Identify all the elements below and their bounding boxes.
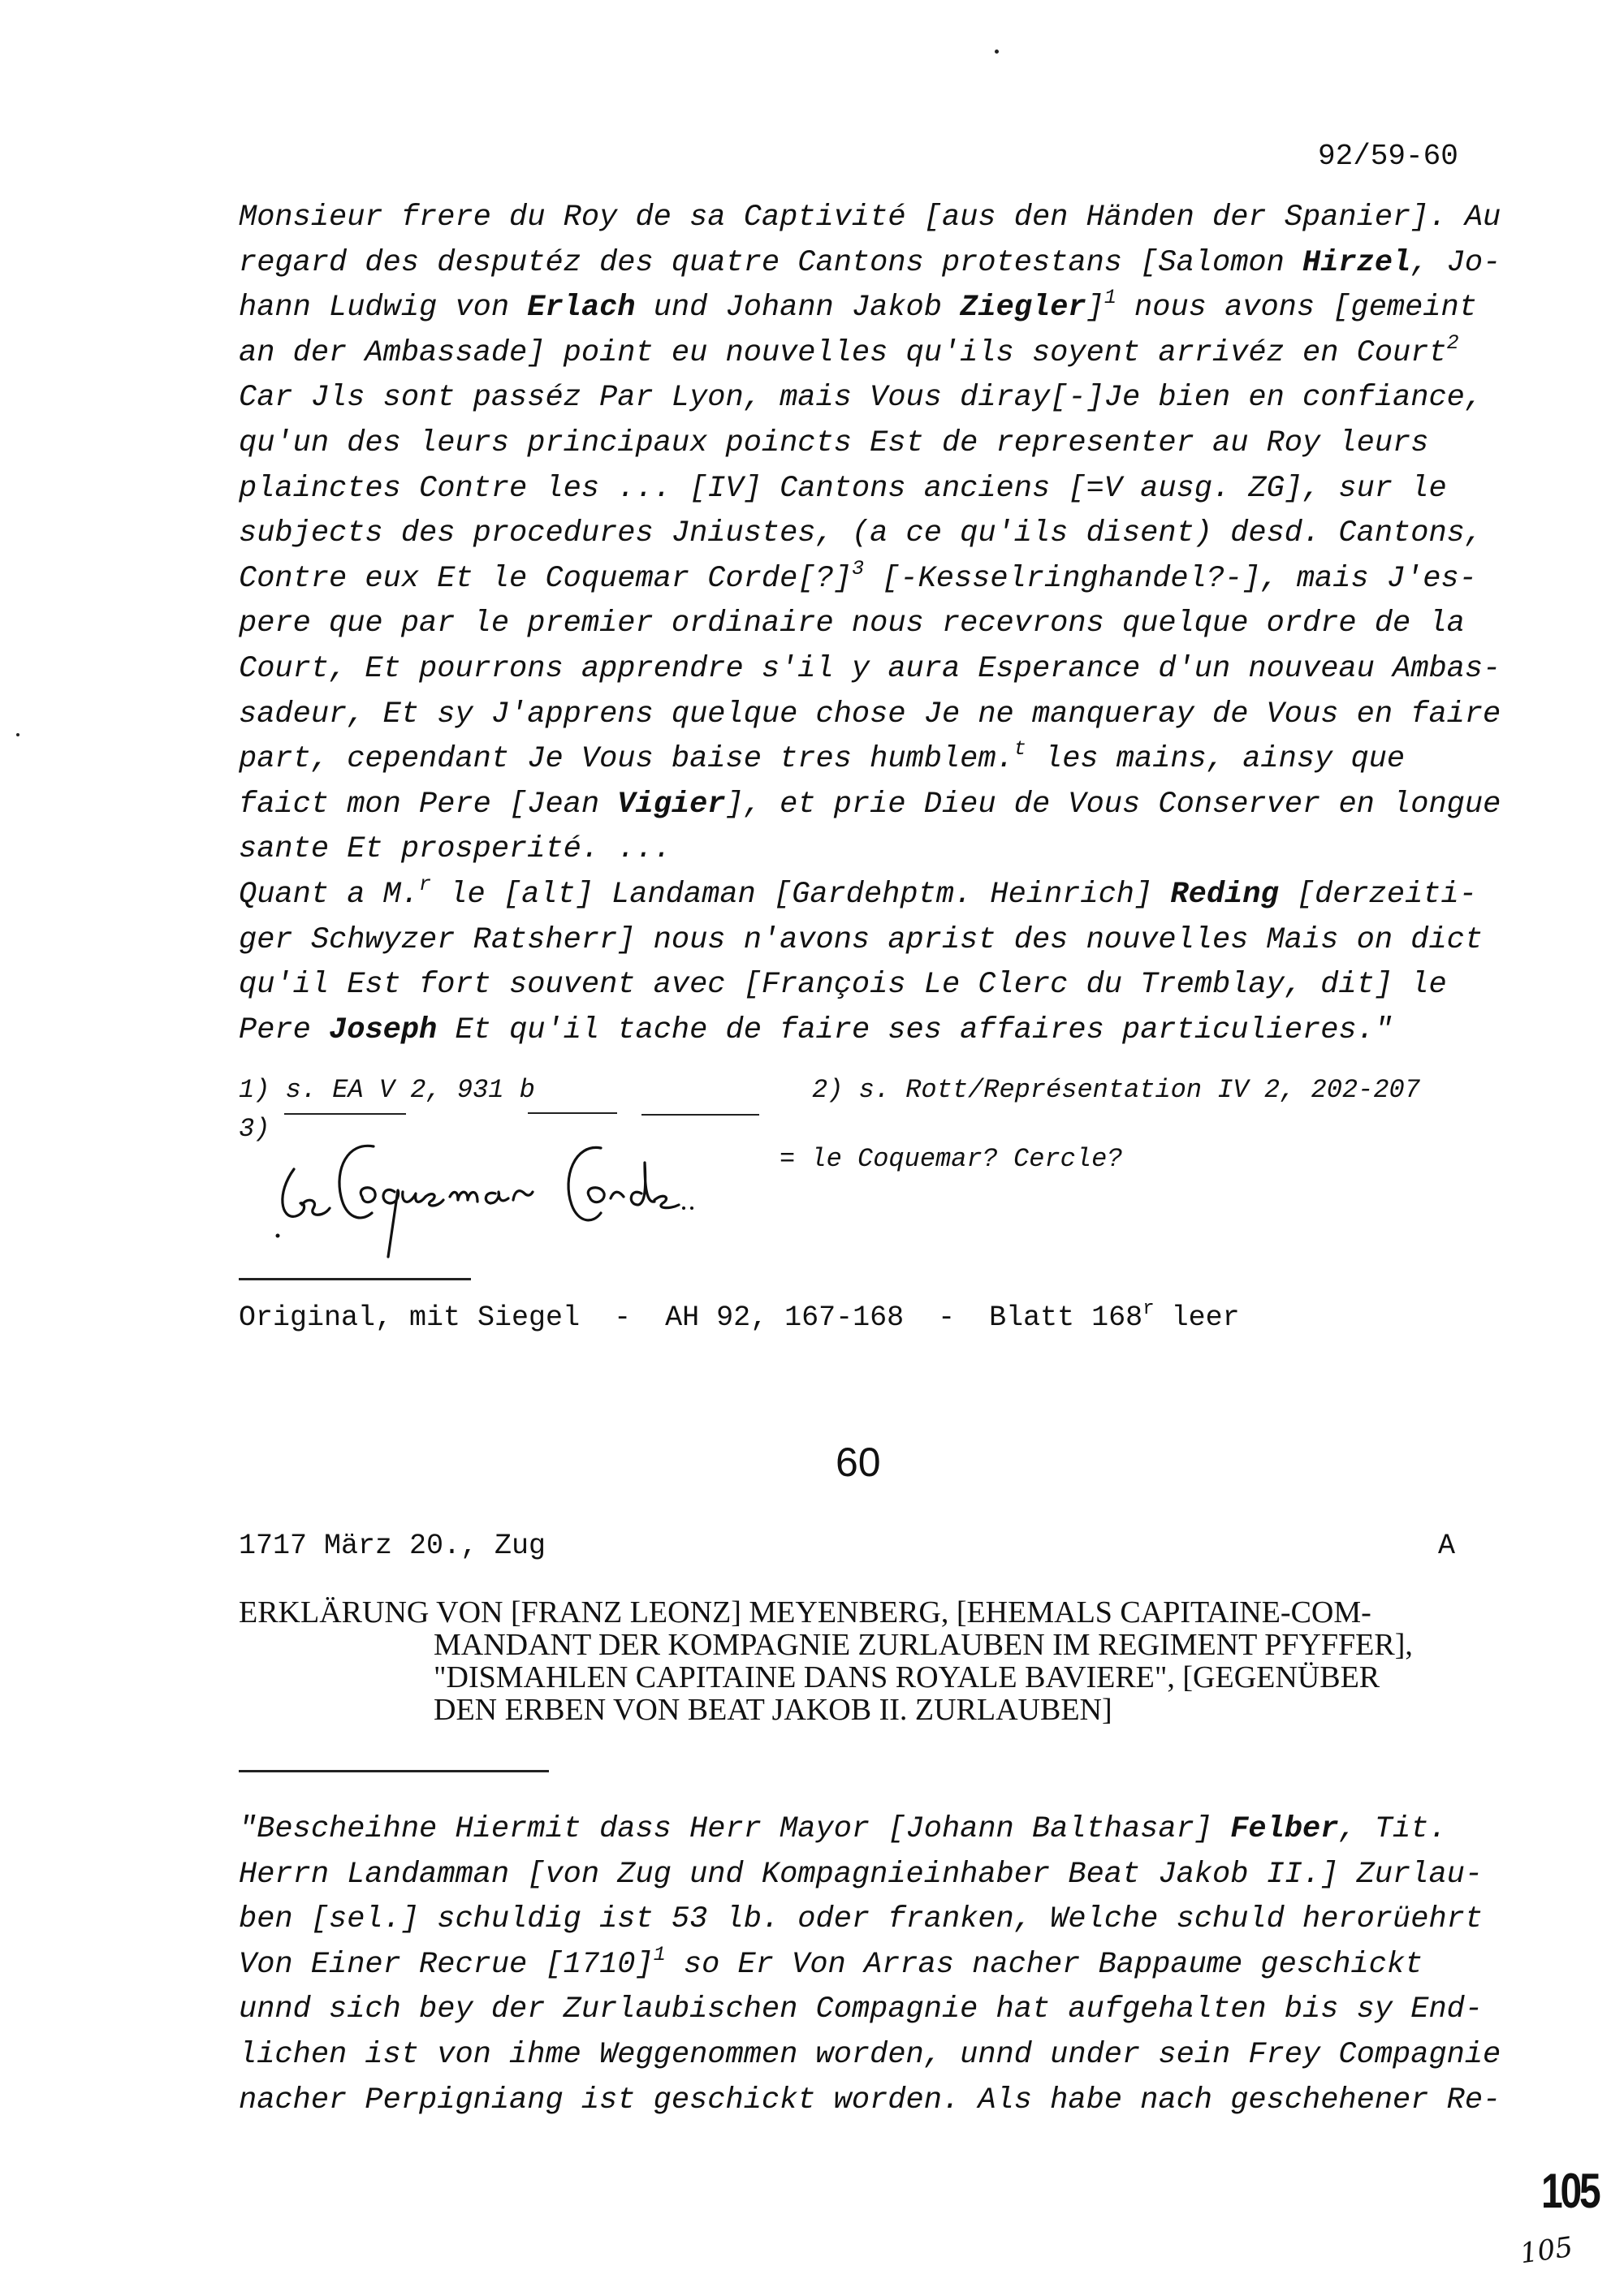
text-run: ger Schwyzer Ratsherr] nous n'avons aprist des nouvelles Mais on dict [239,922,1484,957]
text-run: faict mon Pere [Jean [239,787,618,822]
text-line [239,1853,1501,1898]
declaration-body [239,1807,1501,2123]
text-line [239,963,1501,1008]
text-line [239,1943,1501,1988]
emphasized-name: Felber [1230,1812,1339,1846]
text-run: subjects des procedures Jniustes, (a ce qu'ils disent) desd. Cantons, [239,516,1484,551]
text-run: [derzeiti- [1278,877,1477,912]
text-line [239,1807,1501,1853]
document-number: 60 [836,1440,881,1485]
heading-line: "DISMAHLEN CAPITAINE DANS ROYALE BAVIERE", [GEGENÜBER [434,1660,1380,1694]
text-line [239,2078,1501,2124]
text-line [239,241,1501,287]
text-run: , Tit. [1338,1812,1447,1846]
text-run: Herrn Landamman [von Zug und Kompagnieinhaber Beat Jakob II.] Zurlau- [239,1857,1484,1892]
text-run: sante Et prosperité. ... [239,832,672,867]
letter-body [239,196,1501,1053]
document-heading [239,1596,1413,1726]
superscript: 3 [851,556,864,581]
text-line [239,827,1501,873]
text-run: Et qu'il tache de faire ses affaires particulieres." [437,1012,1393,1047]
text-run: Contre eux Et le Coquemar Corde[?] [239,561,852,596]
text-run: nacher Perpigniang ist geschickt worden. Als habe nach geschehener Re- [239,2083,1501,2117]
document-date-place: 1717 März 20., Zug [239,1530,546,1562]
text-line [239,1897,1501,1943]
page-reference: 92/59-60 [1318,140,1458,173]
superscript: 1 [653,1942,666,1966]
text-run: Pere [239,1012,330,1047]
text-run: le [alt] Landaman [Gardehptm. Heinrich] [431,877,1171,912]
emphasized-name: Reding [1170,877,1279,912]
emphasized-name: Joseph [329,1012,438,1047]
footnote-3-number: 3) [239,1114,270,1144]
text-run: [-Kesselringhandel?-], mais J'es- [863,561,1477,596]
heading-line: ERKLÄRUNG VON [FRANZ LEONZ] MEYENBERG, [EHEMALS CAPITAINE-COM- [239,1595,1371,1629]
folio-stamp: 105 [1541,2164,1599,2218]
superscript: t [1013,737,1026,762]
handwriting-facsimile [260,1112,763,1258]
text-line [239,783,1501,828]
source-note [239,1298,1240,1334]
heading-line: DEN ERBEN VON BEAT JAKOB II. ZURLAUBEN] [434,1693,1112,1727]
text-run: part, cependant Je Vous baise tres humblem. [239,742,1014,777]
scan-speck [16,733,19,736]
text-run: regard des desputéz des quatre Cantons protestans [Salomon [239,245,1303,280]
folio-pencil-number: 105 [1518,2230,1575,2271]
text-line [239,737,1501,783]
text-run: Car Jls sont passéz Par Lyon, mais Vous diray[-]Je bien en confiance, [239,381,1484,416]
source-note-sup: r [1142,1298,1155,1320]
text-run: plainctes Contre les ... [IV] Cantons anciens [=V ausg. ZG], sur le [239,471,1447,506]
text-run: Von Einer Recrue [1710] [239,1947,654,1982]
heading-divider [239,1770,549,1772]
text-run: Monsieur frere du Roy de sa Captivité [aus den Händen der Spanier]. Au [239,201,1501,235]
emphasized-name: Erlach [527,291,636,326]
text-run: so Er Von Arras nacher Bappaume geschickt [665,1947,1423,1982]
text-line [239,602,1501,647]
text-line [239,467,1501,512]
text-line [239,693,1501,738]
footnote-3-gloss: = le Coquemar? Cercle? [780,1144,1123,1174]
text-line [239,286,1501,331]
text-run: lichen ist von ihme Weggenommen worden, unnd under sein Frey Compagnie [239,2037,1501,2072]
section-divider [239,1278,471,1280]
superscript: 1 [1104,286,1116,310]
text-run: unnd sich bey der Zurlaubischen Compagnie hat aufgehalten bis sy End- [239,1992,1484,2027]
emphasized-name: Hirzel [1302,245,1411,280]
text-line [239,511,1501,557]
text-line [239,647,1501,693]
text-run: nous avons [gemeint [1116,291,1477,326]
text-run: qu'il Est fort souvent avec [François Le Clerc du Tremblay, dit] le [239,968,1447,1003]
text-run: pere que par le premier ordinaire nous recevrons quelque ordre de la [239,606,1465,641]
document-type-letter: A [1438,1530,1456,1562]
text-run: , Jo- [1410,245,1501,280]
text-run: an der Ambassade] point eu nouvelles qu'ils soyent arrivéz en Court [239,335,1447,370]
heading-continuation [239,1629,1413,1726]
text-line [239,376,1501,421]
heading-line: MANDANT DER KOMPAGNIE ZURLAUBEN IM REGIMENT PFYFFER], [434,1628,1413,1662]
text-run: sadeur, Et sy J'apprens quelque chose Je ne manqueray de Vous en faire [239,697,1501,732]
text-line [239,421,1501,467]
text-line [239,557,1501,602]
text-run: ], et prie Dieu de Vous Conserver en longue [725,787,1501,822]
footnote-1: 1) s. EA V 2, 931 b [239,1075,535,1105]
text-run: ben [sel.] schuldig ist 53 lb. oder franken, Welche schuld herorüehrt [239,1902,1484,1937]
emphasized-name: Vigier [617,787,726,822]
text-line [239,196,1501,241]
text-run: hann Ludwig von [239,291,528,326]
text-line [239,1988,1501,2033]
superscript: r [419,872,432,896]
text-run: "Bescheihne Hiermit dass Herr Mayor [Johann Balthasar] [239,1812,1231,1846]
text-run: Quant a M. [239,877,420,912]
text-run: Court, Et pourrons apprendre s'il y aura Esperance d'un nouveau Ambas- [239,651,1501,686]
scan-speck [995,50,999,54]
text-line [239,873,1501,918]
text-run: ] [1086,291,1104,326]
text-line [239,1008,1501,1054]
text-run: qu'un des leurs principaux poincts Est de representer au Roy leurs [239,425,1429,460]
text-line [239,331,1501,377]
footnote-2: 2) s. Rott/Représentation IV 2, 202-207 [812,1075,1420,1105]
text-run: und Johann Jakob [635,291,961,326]
text-line [239,2033,1501,2078]
text-run: les mains, ainsy que [1026,742,1406,777]
emphasized-name: Ziegler [960,291,1086,326]
text-line [239,918,1501,964]
source-note-tail: leer [1154,1301,1240,1334]
superscript: 2 [1446,330,1459,355]
source-note-text: Original, mit Siegel - AH 92, 167-168 - Blatt 168 [239,1301,1143,1334]
